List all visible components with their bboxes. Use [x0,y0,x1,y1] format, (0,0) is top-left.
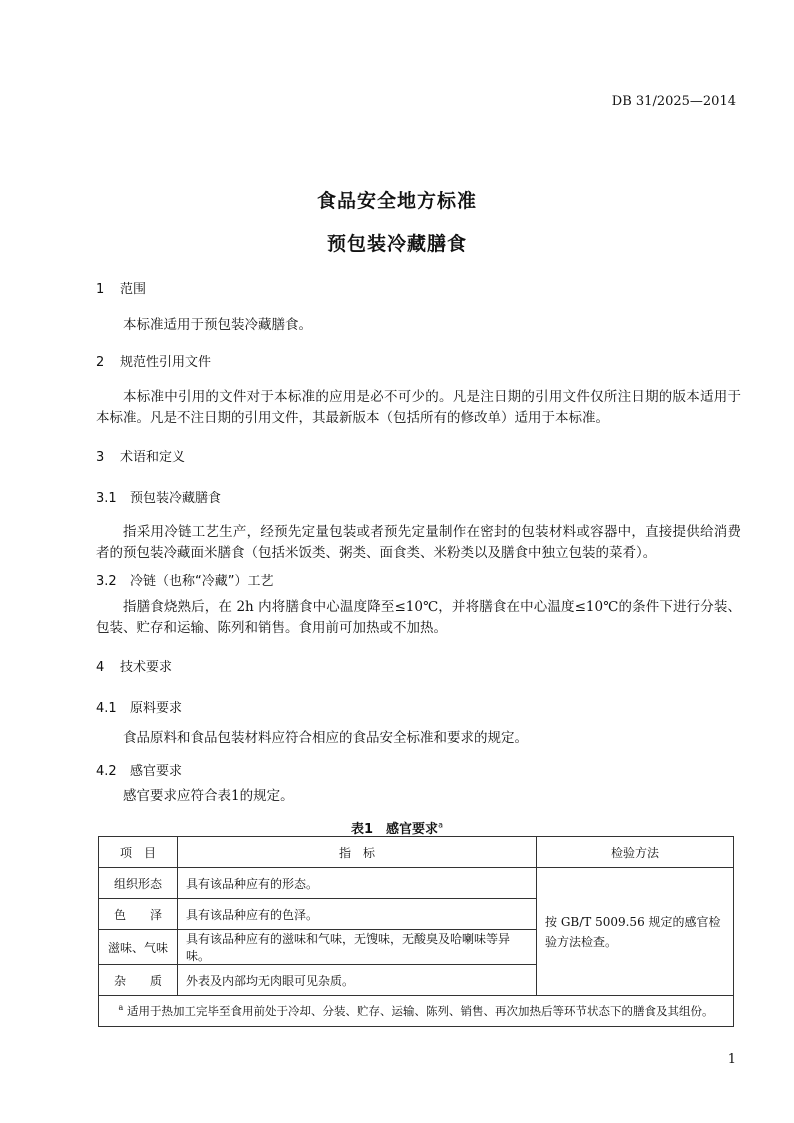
section-number: 4.1 [96,701,117,716]
section-3-1-paragraph: 指采用冷链工艺生产，经预先定量包装或者预先定量制作在密封的包装材料或容器中，直接提供给消费者的预包装冷藏面米膳食（包括米饭类、粥类、面食类、米粉类以及膳食中独立包装的菜肴）。 [96,524,741,561]
section-title: 范围 [120,282,147,297]
document-title: 食品安全地方标准 [316,190,477,212]
sensory-requirements-table [98,836,734,1027]
section-number: 4 [96,660,105,675]
table-header-row [99,837,734,868]
table-note-row [99,996,734,1027]
section-number: 3.2 [96,574,117,589]
section-1-heading [96,278,146,297]
section-title: 规范性引用文件 [120,355,212,370]
row-item: 滋味、气味 [99,930,178,965]
row-method: 按 GB/T 5009.56 规定的感官检验方法检查。 [537,868,734,996]
row-indicator: 具有该品种应有的形态。 [178,868,537,899]
row-indicator: 外表及内部均无肉眼可见杂质。 [178,965,537,996]
row-item: 杂 质 [99,965,178,996]
section-4-1-heading [96,697,182,716]
page-number: 1 [727,1052,736,1067]
table-caption-footnote-mark: a [438,820,443,830]
standard-number: DB 31/2025—2014 [611,94,736,109]
section-title: 原料要求 [130,701,183,716]
section-4-1-paragraph: 食品原料和食品包装材料应符合相应的食品安全标准和要求的规定。 [123,730,528,746]
section-4-2-paragraph: 感官要求应符合表1的规定。 [123,788,294,804]
section-title: 预包装冷藏膳食 [130,491,222,506]
section-3-2-heading [96,570,273,589]
row-indicator: 具有该品种应有的滋味和气味，无馊味，无酸臭及哈喇味等异味。 [178,930,537,965]
row-indicator: 具有该品种应有的色泽。 [178,899,537,930]
section-3-2-paragraph: 指膳食烧熟后，在 2h 内将膳食中心温度降至≤10℃，并将膳食在中心温度≤10℃的条件下进行分装、包装、贮存和运输、陈列和销售。食用前可加热或不加热。 [96,599,741,636]
document-subtitle: 预包装冷藏膳食 [326,233,467,255]
section-number: 4.2 [96,764,117,779]
table-caption [0,818,794,837]
section-title: 技术要求 [120,660,173,675]
section-number: 3.1 [96,491,117,506]
section-4-2-heading [96,760,182,779]
section-3-heading [96,446,185,465]
section-title: 冷链（也称“冷藏”）工艺 [130,574,274,589]
row-item: 色 泽 [99,899,178,930]
table-row [99,868,734,899]
section-2-heading [96,351,211,370]
note-mark: a [118,1003,124,1013]
section-1-paragraph: 本标准适用于预包装冷藏膳食。 [123,317,312,333]
header-method: 检验方法 [537,837,734,868]
header-item: 项 目 [99,837,178,868]
note-text: 适用于热加工完毕至食用前处于冷却、分装、贮存、运输、陈列、销售、再次加热后等环节状态下的膳食及其组份。 [126,1004,714,1018]
section-title: 感官要求 [130,764,183,779]
table-caption-text: 表1 感官要求 [351,822,439,837]
section-title: 术语和定义 [120,450,186,465]
table-note [99,996,734,1027]
section-number: 2 [96,355,105,370]
row-item: 组织形态 [99,868,178,899]
section-4-heading [96,656,172,675]
header-indicator: 指 标 [178,837,537,868]
section-number: 3 [96,450,105,465]
section-number: 1 [96,282,105,297]
section-3-1-heading [96,487,221,506]
section-2-paragraph: 本标准中引用的文件对于本标准的应用是必不可少的。凡是注日期的引用文件仅所注日期的版本适用于本标准。凡是不注日期的引用文件，其最新版本（包括所有的修改单）适用于本标准。 [96,389,741,426]
